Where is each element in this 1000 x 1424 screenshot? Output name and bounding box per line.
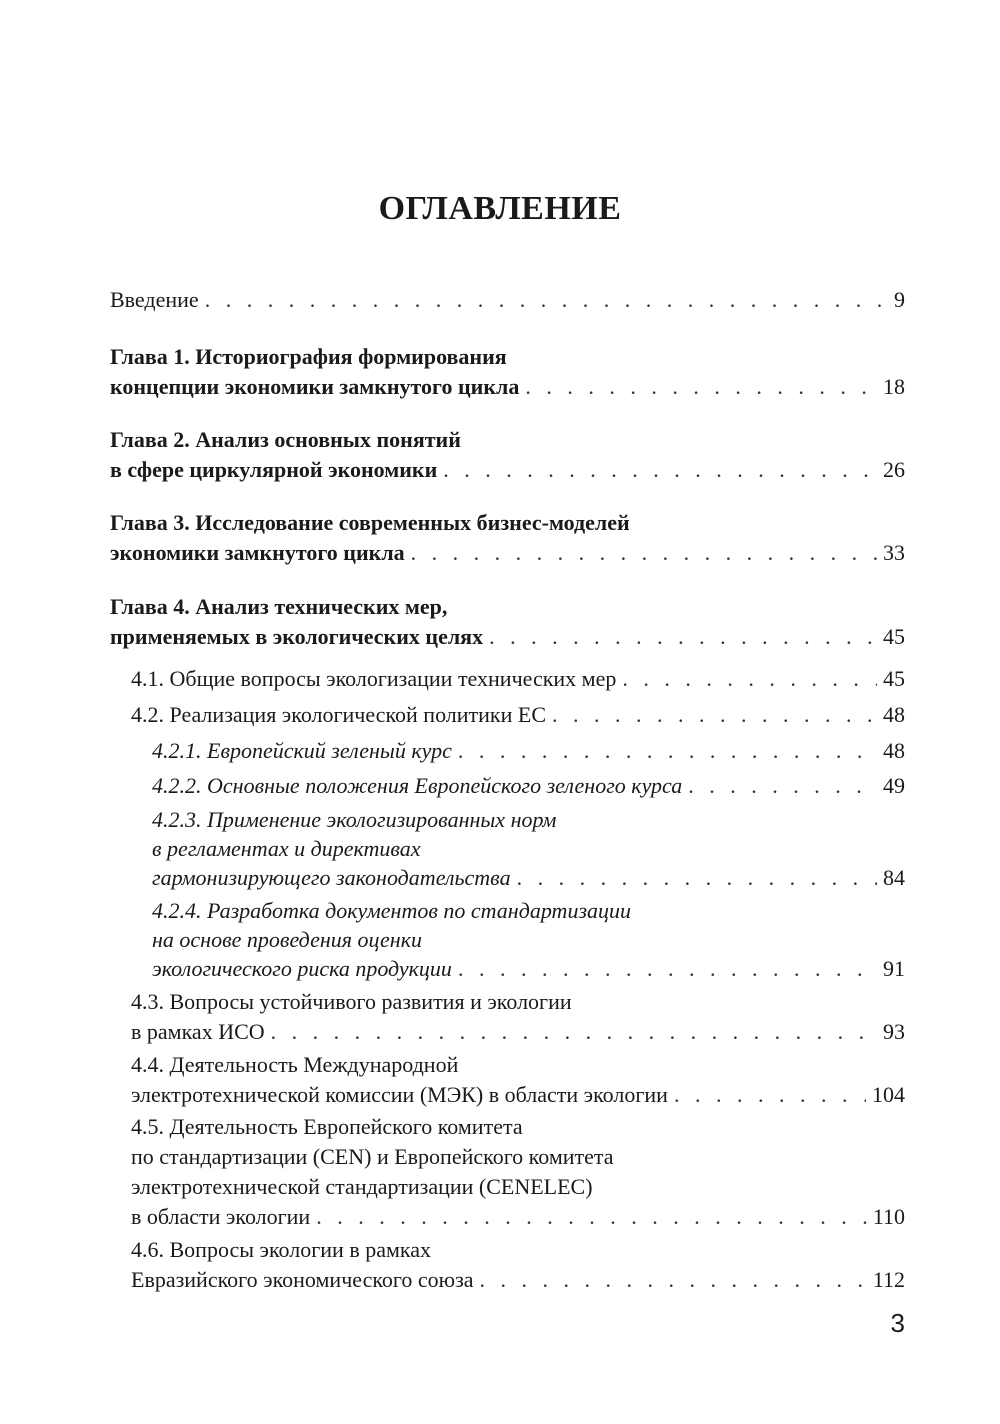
toc-entry-text: 4.5. Деятельность Европейского комитета xyxy=(131,1114,523,1139)
toc-entry-text: в области экологии xyxy=(131,1204,311,1229)
toc-entry-text: 4.1. Общие вопросы экологизации технических мер xyxy=(131,666,617,691)
toc-page-number: 93 xyxy=(883,1019,905,1044)
toc-entry-chapter-4[interactable] xyxy=(110,592,905,652)
toc-entry-section-4-4[interactable] xyxy=(131,1050,905,1110)
toc-page-number: 18 xyxy=(883,374,905,399)
toc-entry-chapter-1[interactable] xyxy=(110,342,905,402)
toc-entry-text: Евразийского экономического союза xyxy=(131,1267,474,1292)
toc-page-number: 110 xyxy=(872,1204,905,1229)
toc-entry-text: 4.2.4. Разработка документов по стандартизации xyxy=(152,898,632,923)
toc-page-number: 45 xyxy=(883,624,905,649)
toc-entry-subsection-4-2-2[interactable] xyxy=(152,771,905,801)
toc-page-number: 104 xyxy=(872,1082,905,1107)
toc-entry-subsection-4-2-1[interactable] xyxy=(152,736,905,766)
toc-entry-text: применяемых в экологических целях xyxy=(110,624,484,649)
toc-entry-text: Введение xyxy=(110,287,199,312)
toc-entry-text: электротехнической стандартизации (CENELEC) xyxy=(131,1174,593,1199)
toc-page-number: 26 xyxy=(883,457,905,482)
page-title: ОГЛАВЛЕНИЕ xyxy=(378,190,622,227)
toc-entry-text: Глава 2. Анализ основных понятий xyxy=(110,427,461,452)
toc-entry-text: 4.3. Вопросы устойчивого развития и экологии xyxy=(131,989,572,1014)
dot-leader xyxy=(316,1202,867,1232)
toc-entry-text: по стандартизации (CEN) и Европейского комитета xyxy=(131,1144,614,1169)
dot-leader xyxy=(458,736,877,766)
dot-leader xyxy=(489,622,877,652)
toc-entry-chapter-3[interactable] xyxy=(110,508,905,568)
toc-page-number: 48 xyxy=(883,738,905,763)
toc-entry-section-4-1[interactable] xyxy=(131,664,905,694)
page-number: 3 xyxy=(890,1308,905,1338)
toc-entry-text: 4.4. Деятельность Международной xyxy=(131,1052,459,1077)
toc-page-number: 49 xyxy=(883,773,905,798)
dot-leader xyxy=(674,1080,866,1110)
toc-entry-text: в регламентах и директивах xyxy=(152,836,421,861)
dot-leader xyxy=(622,664,877,694)
dot-leader xyxy=(517,863,877,892)
toc-entry-text: 4.2.3. Применение экологизированных норм xyxy=(152,807,557,832)
toc-entry-text: электротехнической комиссии (МЭК) в области экологии xyxy=(131,1082,668,1107)
toc-page-number: 9 xyxy=(894,287,905,312)
toc-entry-text: 4.6. Вопросы экологии в рамках xyxy=(131,1237,432,1262)
dot-leader xyxy=(552,700,877,730)
toc-entry-text: 4.2.2. Основные положения Европейского зеленого курса xyxy=(152,773,683,798)
toc-entry-introduction[interactable] xyxy=(110,285,905,315)
toc-entry-text: 4.2. Реализация экологической политики ЕС xyxy=(131,702,546,727)
toc-page-number: 112 xyxy=(872,1267,905,1292)
dot-leader xyxy=(411,538,877,568)
toc-entry-text: Глава 3. Исследование современных бизнес-моделей xyxy=(110,510,630,535)
toc-page-number: 91 xyxy=(883,956,905,981)
toc-entry-text: в рамках ИСО xyxy=(131,1019,265,1044)
toc-entry-subsection-4-2-3[interactable] xyxy=(152,805,905,892)
toc-entry-text: на основе проведения оценки xyxy=(152,927,422,952)
toc-entry-text: экономики замкнутого цикла xyxy=(110,540,405,565)
dot-leader xyxy=(271,1017,877,1047)
dot-leader xyxy=(688,771,877,801)
toc-entry-section-4-6[interactable] xyxy=(131,1235,905,1295)
toc-entry-text: экологического риска продукции xyxy=(152,956,452,981)
toc-entry-text: Глава 4. Анализ технических мер, xyxy=(110,594,448,619)
toc-entry-text: гармонизирующего законодательства xyxy=(152,865,511,890)
dot-leader xyxy=(205,285,888,315)
toc-entry-text: концепции экономики замкнутого цикла xyxy=(110,374,520,399)
toc-page-number: 33 xyxy=(883,540,905,565)
dot-leader xyxy=(458,954,877,983)
toc-entry-text: в сфере циркулярной экономики xyxy=(110,457,438,482)
toc-entry-text: Глава 1. Историография формирования xyxy=(110,344,507,369)
toc-entry-section-4-3[interactable] xyxy=(131,987,905,1047)
toc-entry-section-4-5[interactable] xyxy=(131,1112,905,1232)
dot-leader xyxy=(443,455,877,485)
dot-leader xyxy=(480,1265,867,1295)
toc-entry-section-4-2[interactable] xyxy=(131,700,905,730)
toc-page-number: 48 xyxy=(883,702,905,727)
toc-entry-subsection-4-2-4[interactable] xyxy=(152,896,905,983)
toc-entry-chapter-2[interactable] xyxy=(110,425,905,485)
toc-page-number: 84 xyxy=(883,865,905,890)
toc-page-number: 45 xyxy=(883,666,905,691)
dot-leader xyxy=(525,372,877,402)
toc-entry-text: 4.2.1. Европейский зеленый курс xyxy=(152,738,452,763)
